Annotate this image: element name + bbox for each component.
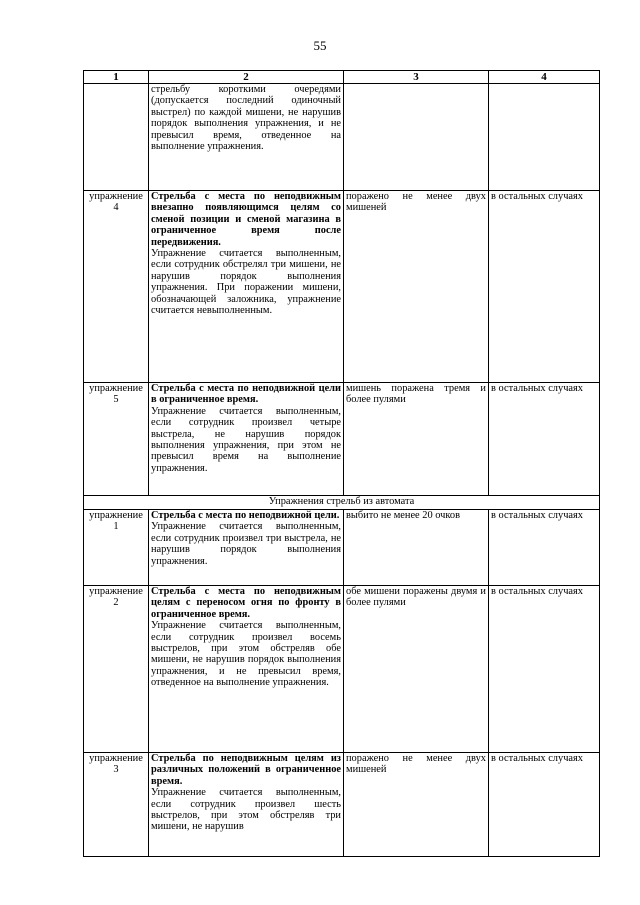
exercise-cell: упражнение 4 — [84, 191, 149, 383]
header-row — [84, 71, 600, 84]
exercise-cell: упражнение 2 — [84, 586, 149, 753]
exercise-cell: упражнение 3 — [84, 753, 149, 857]
section-row — [84, 496, 600, 510]
success-cell: поражено не менее двух мишеней — [344, 191, 489, 383]
header-cell: 3 — [344, 71, 489, 84]
exercise-cell: упражнение 5 — [84, 383, 149, 496]
description-text: Упражнение считается выполненным, если сотрудник произвел три выстрела, не нарушив порядок выполнения упражнения. — [151, 521, 341, 567]
success-cell — [344, 84, 489, 191]
table-row — [84, 510, 600, 586]
description-cell — [149, 191, 344, 383]
description-text: Упражнение считается выполненным, если сотрудник произвел восемь выстрелов, при этом обстреляв обе мишени, не нарушив порядок выполнения упражнения, и не превысил время, отведенное на выполнение упражнения. — [151, 620, 341, 689]
exercise-table — [83, 70, 600, 857]
description-cell — [149, 510, 344, 586]
failure-cell: в остальных случаях — [489, 510, 600, 586]
failure-cell: в остальных случаях — [489, 383, 600, 496]
page-number: 55 — [313, 38, 327, 53]
section-title: Упражнения стрельб из автомата — [84, 496, 600, 510]
table-row — [84, 84, 600, 191]
table-row — [84, 586, 600, 753]
description-text: Упражнение считается выполненным, если сотрудник обстрелял три мишени, не нарушив порядок выполнения упражнения. При поражении мишени, обозначающей заложника, упражнение считается невыполненным. — [151, 248, 341, 317]
description-text: Упражнение считается выполненным, если сотрудник произвел четыре выстрела, не нарушив порядок выполнения упражнения, при этом не превысил время на выполнение упражнения. — [151, 405, 341, 474]
description-cell — [149, 383, 344, 496]
success-cell: поражено не менее двух мишеней — [344, 753, 489, 857]
header-cell: 2 — [149, 71, 344, 84]
failure-cell: в остальных случаях — [489, 191, 600, 383]
failure-cell — [489, 84, 600, 191]
exercise-title: Стрельба с места по неподвижной цели. — [151, 510, 340, 521]
exercise-title: Стрельба по неподвижным целям из различных положений в ограниченное время. — [151, 753, 341, 787]
failure-cell: в остальных случаях — [489, 753, 600, 857]
description-text: стрельбу короткими очередями (допускается последний одиночный выстрел) по каждой мишени, не нарушив порядок выполнения упражнения, и не превысил время, отведенное на выполнение упражнения. — [151, 84, 341, 153]
header-cell: 4 — [489, 71, 600, 84]
description-cell — [149, 586, 344, 753]
failure-cell: в остальных случаях — [489, 586, 600, 753]
header-cell: 1 — [84, 71, 149, 84]
exercise-cell — [84, 84, 149, 191]
description-cell — [149, 753, 344, 857]
success-cell: выбито не менее 20 очков — [344, 510, 489, 586]
description-cell — [149, 84, 344, 191]
exercise-title: Стрельба с места по неподвижной цели в ограниченное время. — [151, 383, 341, 406]
exercise-title: Стрельба с места по неподвижным целям с переносом огня по фронту в ограниченное время. — [151, 586, 341, 620]
exercise-title: Стрельба с места по неподвижным внезапно появляющимся целям со сменой позиции и сменой магазина в ограниченное время после передвижения. — [151, 191, 341, 248]
exercise-cell: упражнение 1 — [84, 510, 149, 586]
table-row — [84, 191, 600, 383]
success-cell: обе мишени поражены двумя и более пулями — [344, 586, 489, 753]
table-row — [84, 753, 600, 857]
table-row — [84, 383, 600, 496]
success-cell: мишень поражена тремя и более пулями — [344, 383, 489, 496]
description-text: Упражнение считается выполненным, если сотрудник произвел шесть выстрелов, при этом обстреляв три мишени, не нарушив — [151, 787, 341, 833]
